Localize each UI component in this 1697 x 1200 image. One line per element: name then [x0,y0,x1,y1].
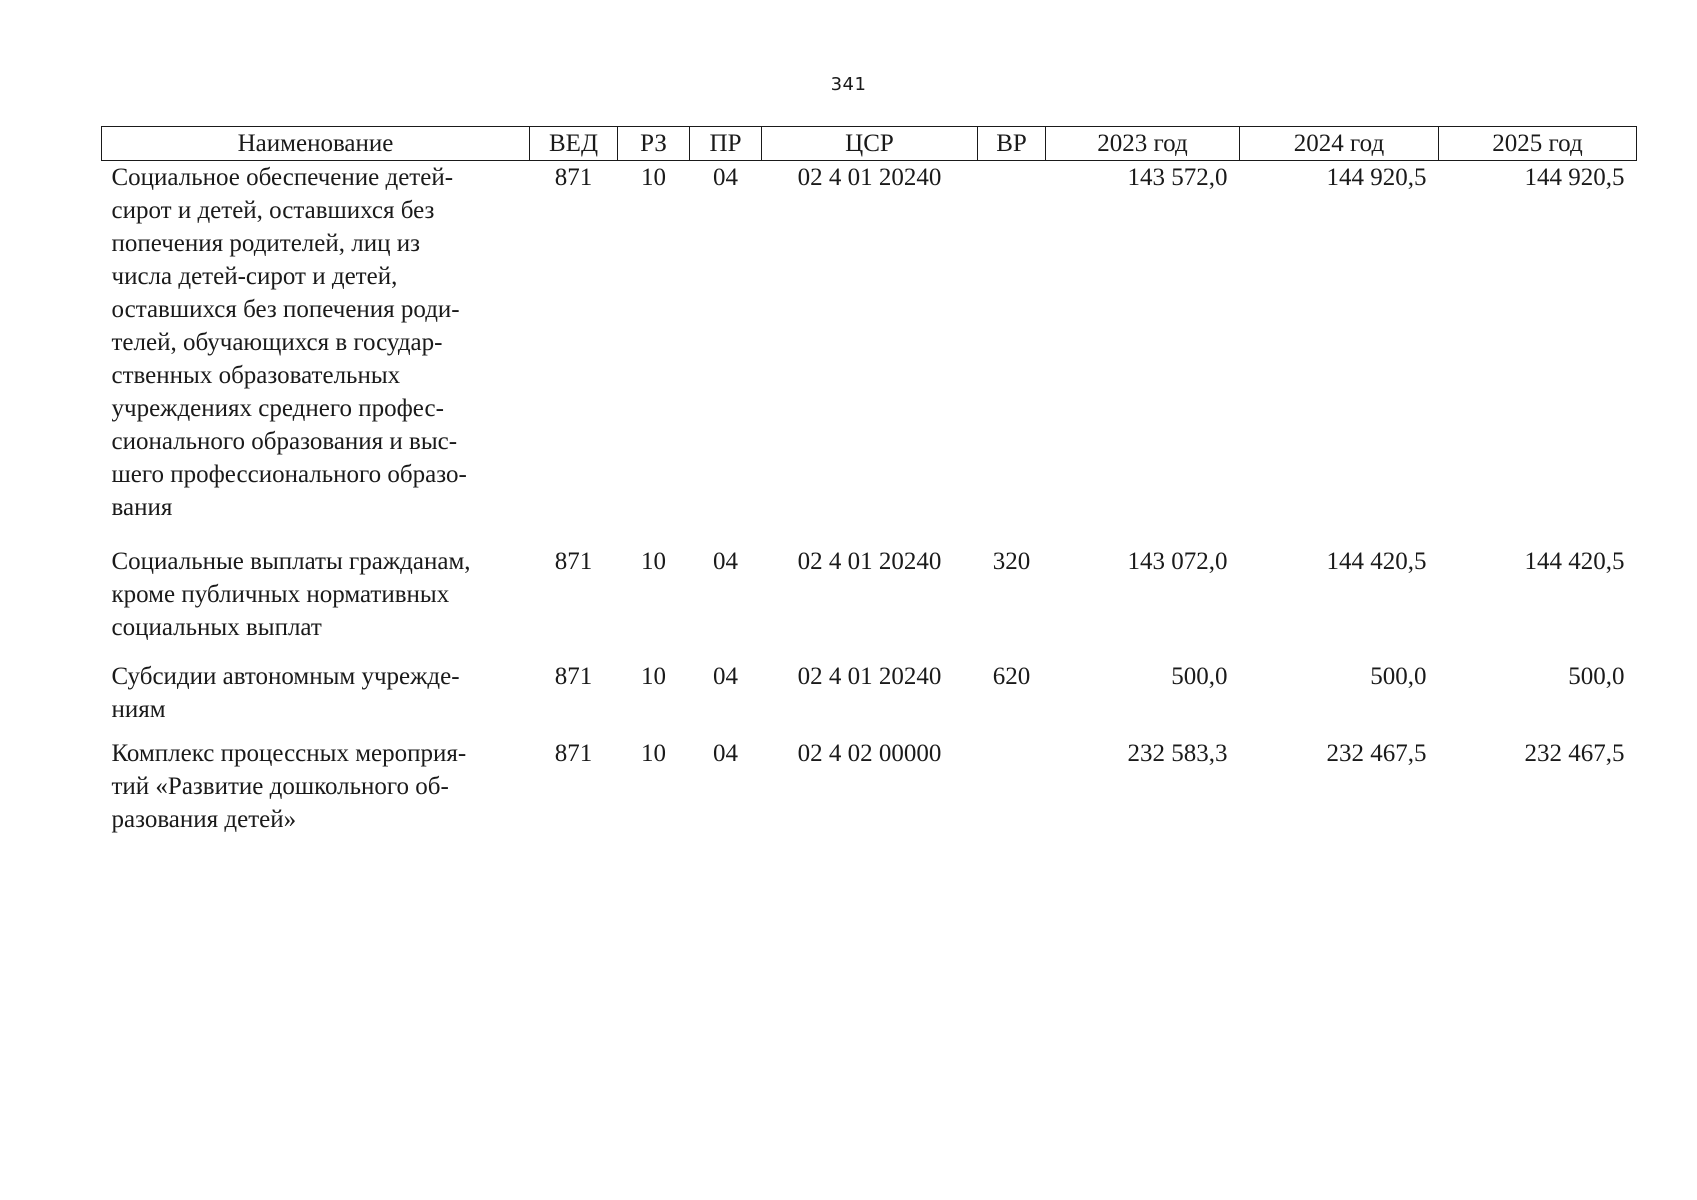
header-2025: 2025 год [1439,127,1637,161]
row-2024: 144 920,5 [1326,164,1427,191]
row-ved: 871 [554,548,593,575]
row-ved: 871 [554,663,593,690]
row-2025: 144 920,5 [1524,164,1625,191]
row-name-line: шего профессионального образо- [111,461,467,488]
row-name-line: Субсидии автономным учрежде- [111,663,460,690]
row-rz: 10 [641,663,666,690]
row-2023: 500,0 [1171,663,1228,690]
row-name [102,660,530,737]
row-2024: 232 467,5 [1326,740,1427,767]
row-name-line: телей, обучающихся в государ- [111,329,443,356]
row-ved: 871 [554,164,593,191]
row-name-line: числа детей-сирот и детей, [111,263,398,290]
row-name [102,545,530,660]
budget-table [101,126,1637,836]
row-name-line: Социальные выплаты гражданам, [111,548,471,575]
row-2023: 143 572,0 [1127,164,1228,191]
row-name-line: сирот и детей, оставшихся без [111,197,435,224]
row-name [102,161,530,546]
row-name-line: Социальное обеспечение детей- [111,164,454,191]
row-name-line: Комплекс процессных мероприя- [111,740,467,767]
row-name [102,737,530,836]
row-name-line: кроме публичных нормативных [111,581,450,608]
header-2023: 2023 год [1046,127,1240,161]
header-pr: ПР [690,127,762,161]
row-rz: 10 [641,740,666,767]
row-pr: 04 [713,663,738,690]
row-2025: 500,0 [1568,663,1625,690]
table-row [102,660,1637,737]
row-name-line: социальных выплат [111,614,322,641]
row-name-line: тий «Развитие дошкольного об- [111,773,449,800]
row-2025: 232 467,5 [1524,740,1625,767]
header-ved: ВЕД [530,127,618,161]
row-csr: 02 4 01 20240 [797,164,942,191]
row-2025: 144 420,5 [1524,548,1625,575]
table-row [102,161,1637,546]
table-header-row [102,127,1637,161]
row-rz: 10 [641,164,666,191]
row-name-line: ниям [111,696,166,723]
row-pr: 04 [713,164,738,191]
row-2023: 232 583,3 [1127,740,1228,767]
header-rz: РЗ [618,127,690,161]
row-name-line: ственных образовательных [111,362,401,389]
row-name-line: учреждениях среднего профес- [111,395,444,422]
row-vr: 620 [992,663,1031,690]
header-2024: 2024 год [1240,127,1439,161]
row-rz: 10 [641,548,666,575]
row-ved: 871 [554,740,593,767]
header-name: Наименование [102,127,530,161]
row-csr: 02 4 01 20240 [797,663,942,690]
row-pr: 04 [713,548,738,575]
row-2023: 143 072,0 [1127,548,1228,575]
row-vr [978,161,1046,546]
row-name-line: разования детей» [111,806,297,833]
header-vr: ВР [978,127,1046,161]
row-vr: 320 [992,548,1031,575]
table-row [102,737,1637,836]
row-2024: 500,0 [1370,663,1427,690]
row-name-line: вания [111,494,173,521]
row-csr: 02 4 01 20240 [797,548,942,575]
row-name-line: оставшихся без попечения роди- [111,296,460,323]
row-name-line: сионального образования и выс- [111,428,458,455]
row-csr: 02 4 02 00000 [797,740,942,767]
row-2024: 144 420,5 [1326,548,1427,575]
table-row [102,545,1637,660]
row-vr [978,737,1046,836]
row-name-line: попечения родителей, лиц из [111,230,420,257]
header-csr: ЦСР [762,127,978,161]
row-pr: 04 [713,740,738,767]
page-number: 341 [830,74,867,95]
